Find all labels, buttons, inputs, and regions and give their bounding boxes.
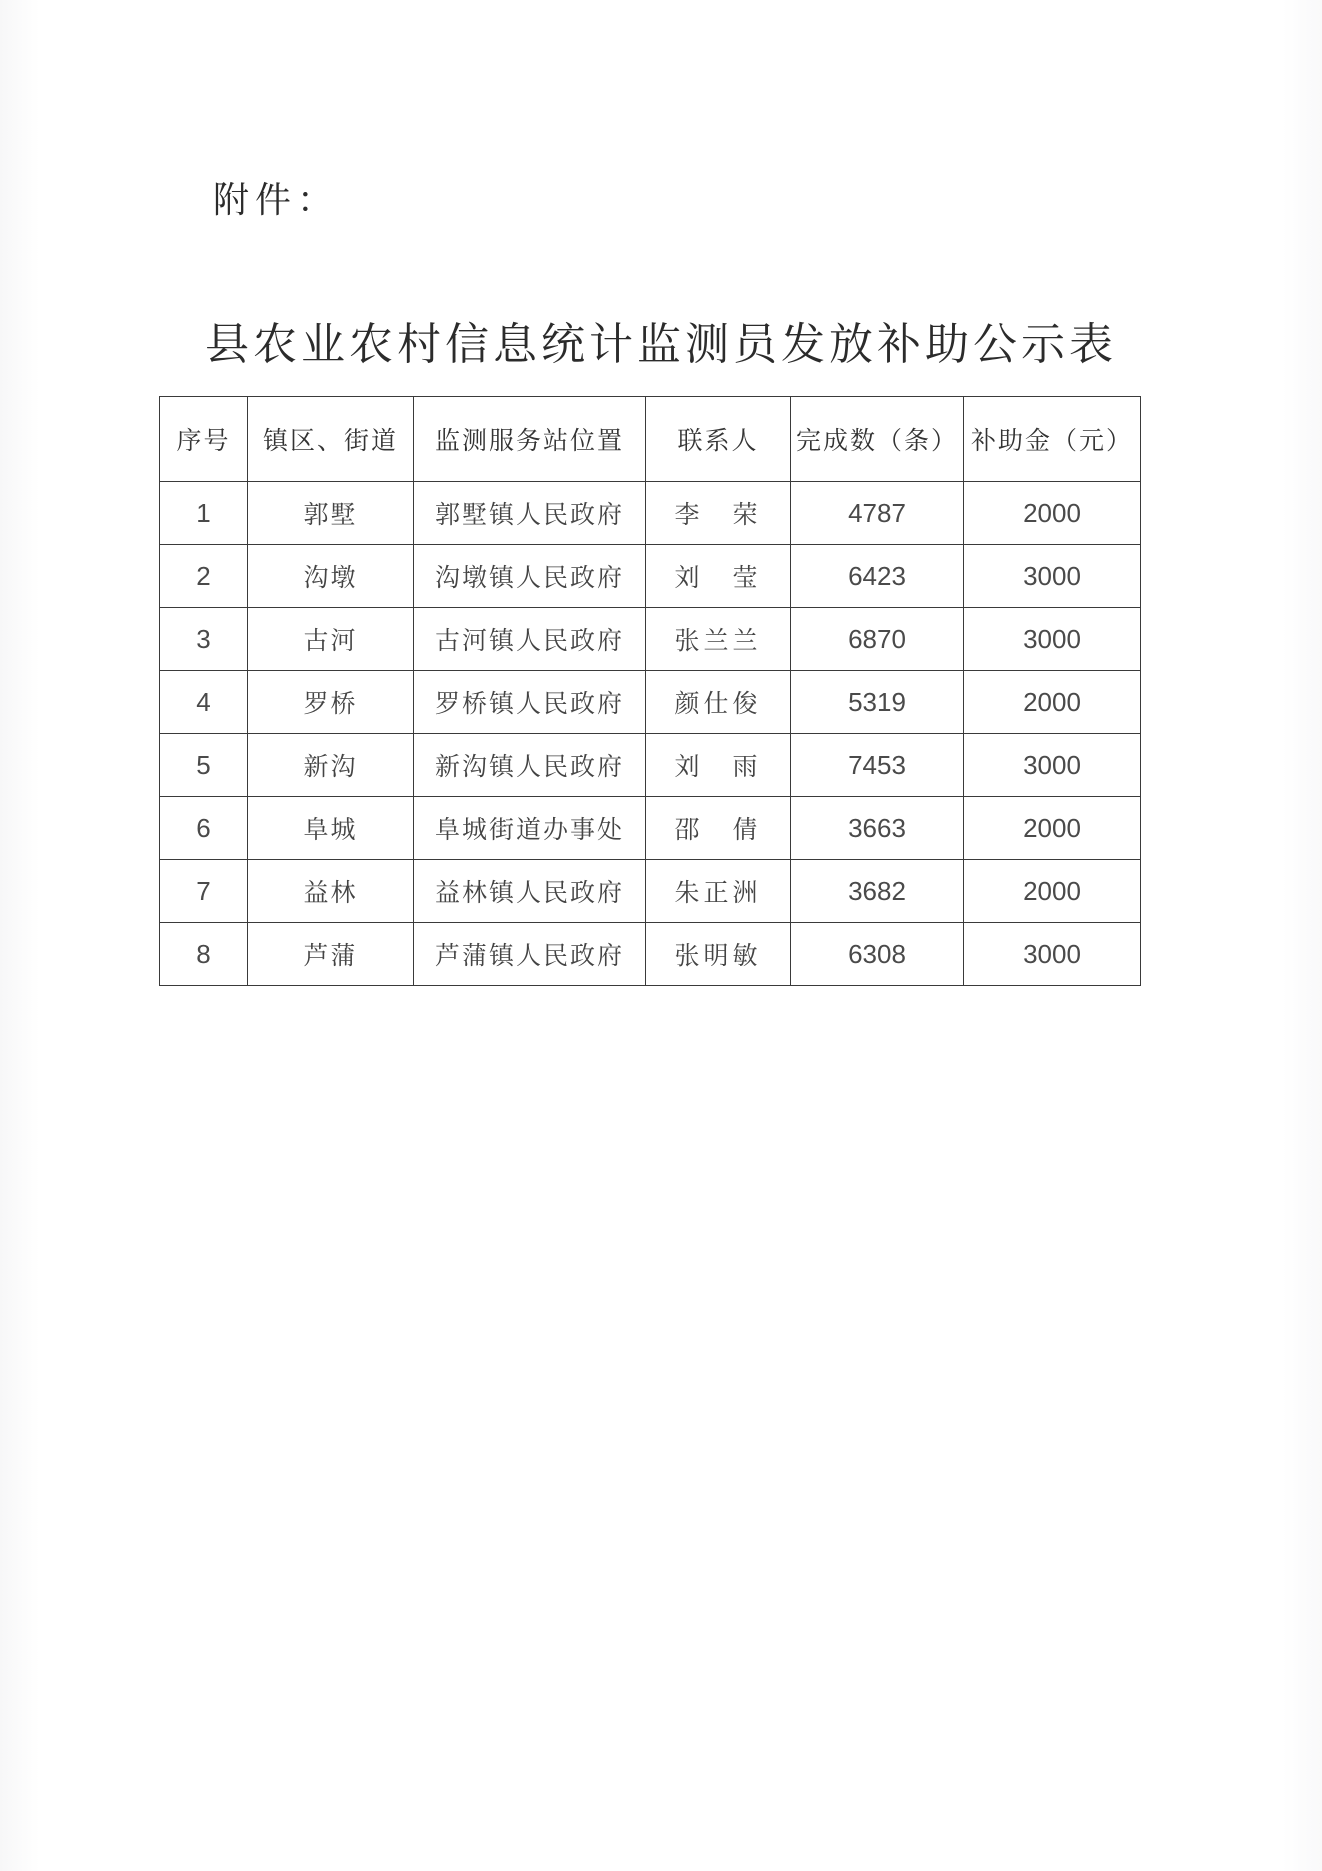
- table-body: [160, 482, 1141, 986]
- header-row: [160, 397, 1141, 482]
- cell-contact: 刘 莹: [646, 545, 791, 608]
- header-contact: 联系人: [646, 397, 791, 482]
- cell-subsidy: 2000: [964, 482, 1141, 545]
- cell-town: 益林: [248, 860, 414, 923]
- table-header: [160, 397, 1141, 482]
- header-subsidy: 补助金（元）: [964, 397, 1141, 482]
- cell-serial: 8: [160, 923, 248, 986]
- cell-serial: 6: [160, 797, 248, 860]
- cell-completed: 6423: [791, 545, 964, 608]
- header-town: 镇区、街道: [248, 397, 414, 482]
- cell-station: 罗桥镇人民政府: [414, 671, 646, 734]
- cell-serial: 2: [160, 545, 248, 608]
- cell-contact: 刘 雨: [646, 734, 791, 797]
- cell-town: 沟墩: [248, 545, 414, 608]
- table-row: [160, 923, 1141, 986]
- cell-contact: 张兰兰: [646, 608, 791, 671]
- document-title: 县农业农村信息统计监测员发放补助公示表: [205, 319, 1117, 370]
- cell-completed: 5319: [791, 671, 964, 734]
- cell-contact: 张明敏: [646, 923, 791, 986]
- cell-station: 芦蒲镇人民政府: [414, 923, 646, 986]
- cell-town: 新沟: [248, 734, 414, 797]
- cell-serial: 3: [160, 608, 248, 671]
- cell-subsidy: 3000: [964, 545, 1141, 608]
- cell-station: 益林镇人民政府: [414, 860, 646, 923]
- cell-serial: 7: [160, 860, 248, 923]
- cell-serial: 5: [160, 734, 248, 797]
- cell-completed: 6308: [791, 923, 964, 986]
- cell-contact: 朱正洲: [646, 860, 791, 923]
- table-row: [160, 482, 1141, 545]
- cell-subsidy: 2000: [964, 797, 1141, 860]
- table-row: [160, 860, 1141, 923]
- cell-completed: 3682: [791, 860, 964, 923]
- cell-station: 古河镇人民政府: [414, 608, 646, 671]
- header-station: 监测服务站位置: [414, 397, 646, 482]
- cell-town: 古河: [248, 608, 414, 671]
- header-serial: 序号: [160, 397, 248, 482]
- header-completed: 完成数（条）: [791, 397, 964, 482]
- table-row: [160, 671, 1141, 734]
- cell-contact: 邵 倩: [646, 797, 791, 860]
- cell-contact: 颜仕俊: [646, 671, 791, 734]
- cell-station: 沟墩镇人民政府: [414, 545, 646, 608]
- cell-town: 芦蒲: [248, 923, 414, 986]
- cell-station: 新沟镇人民政府: [414, 734, 646, 797]
- table-row: [160, 608, 1141, 671]
- cell-completed: 6870: [791, 608, 964, 671]
- subsidy-table: [159, 396, 1141, 986]
- cell-serial: 4: [160, 671, 248, 734]
- attachment-label: 附件：: [213, 180, 340, 221]
- cell-contact: 李 荣: [646, 482, 791, 545]
- cell-town: 罗桥: [248, 671, 414, 734]
- cell-town: 阜城: [248, 797, 414, 860]
- cell-station: 阜城街道办事处: [414, 797, 646, 860]
- cell-town: 郭墅: [248, 482, 414, 545]
- table-row: [160, 797, 1141, 860]
- cell-subsidy: 3000: [964, 608, 1141, 671]
- cell-station: 郭墅镇人民政府: [414, 482, 646, 545]
- cell-subsidy: 3000: [964, 734, 1141, 797]
- cell-completed: 7453: [791, 734, 964, 797]
- cell-subsidy: 3000: [964, 923, 1141, 986]
- cell-serial: 1: [160, 482, 248, 545]
- cell-completed: 3663: [791, 797, 964, 860]
- cell-completed: 4787: [791, 482, 964, 545]
- cell-subsidy: 2000: [964, 860, 1141, 923]
- cell-subsidy: 2000: [964, 671, 1141, 734]
- table-row: [160, 545, 1141, 608]
- table-row: [160, 734, 1141, 797]
